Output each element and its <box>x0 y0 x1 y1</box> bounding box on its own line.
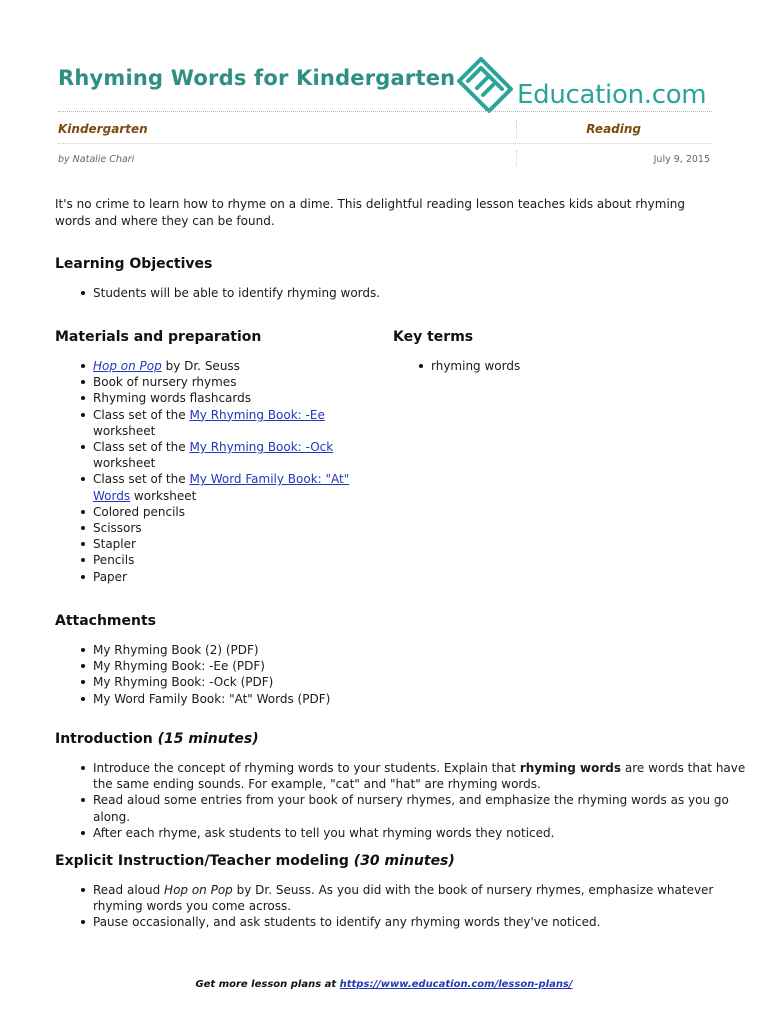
list-item: Students will be able to identify rhyming words. <box>93 286 381 300</box>
author-label: by Natalie Chari <box>58 154 135 165</box>
header-divider <box>58 111 712 112</box>
lesson-plans-link[interactable]: https://www.education.com/lesson-plans/ <box>339 979 573 990</box>
list-item: After each rhyme, ask students to tell you what rhyming words they noticed. <box>93 825 753 841</box>
list-item: Introduce the concept of rhyming words to your students. Explain that rhyming words are words that have the same ending sounds. For example, "cat" and "hat" are rhyming words. <box>93 760 753 792</box>
brand-name: Education.com <box>517 80 707 110</box>
date-label: July 9, 2015 <box>653 154 710 165</box>
meta-divider <box>516 120 517 138</box>
attachment-item[interactable]: My Word Family Book: "At" Words (PDF) <box>93 691 331 706</box>
page-title: Rhyming Words for Kindergarten <box>58 66 456 90</box>
attachments-list <box>55 642 330 707</box>
list-item: Pencils <box>93 552 393 568</box>
rhyming-book-ee-link[interactable]: My Rhyming Book: -Ee <box>189 407 325 422</box>
attachment-item[interactable]: My Rhyming Book (2) (PDF) <box>93 642 330 658</box>
key-terms-list <box>393 358 520 374</box>
explicit-instruction-list <box>55 882 753 931</box>
list-item: Book of nursery rhymes <box>93 374 393 390</box>
meta-divider-2 <box>516 150 517 166</box>
objectives-list <box>55 285 380 301</box>
attachments-heading: Attachments <box>55 613 157 629</box>
intro-paragraph: It's no crime to learn how to rhyme on a dime. This delightful reading lesson teaches kids about rhyming words and where they can be found. <box>55 197 685 228</box>
footer: Get more lesson plans at https://www.education.com/lesson-plans/ <box>195 979 573 990</box>
introduction-time: (15 minutes) <box>157 731 259 747</box>
list-item: Colored pencils <box>93 504 393 520</box>
materials-heading: Materials and preparation <box>55 329 262 345</box>
list-item: Hop on Pop by Dr. Seuss <box>93 358 393 374</box>
hop-on-pop-link[interactable]: Hop on Pop <box>93 359 162 373</box>
key-terms-heading: Key terms <box>393 329 474 345</box>
explicit-instruction-time: (30 minutes) <box>353 853 455 869</box>
grade-label: Kindergarten <box>58 122 148 136</box>
materials-list <box>55 358 393 585</box>
attachment-item[interactable]: My Rhyming Book: -Ock (PDF) <box>93 674 330 690</box>
objectives-heading: Learning Objectives <box>55 256 213 272</box>
list-item: Class set of the My Rhyming Book: -Ee worksheet <box>93 407 393 439</box>
list-item: Paper <box>93 569 393 585</box>
rhyming-book-ock-link[interactable]: My Rhyming Book: -Ock <box>189 440 334 455</box>
word-family-book-link[interactable]: My Word Family Book: "At" Words <box>93 472 350 503</box>
introduction-heading: Introduction (15 minutes) <box>55 731 259 747</box>
list-item: Scissors <box>93 520 393 536</box>
list-item: Read aloud Hop on Pop by Dr. Seuss. As you did with the book of nursery rhymes, emphasize whatever rhyming words you come across. <box>93 882 753 914</box>
list-item: Class set of the My Word Family Book: "At" Words worksheet <box>93 471 393 503</box>
subject-label: Reading <box>586 122 641 136</box>
list-item: Read aloud some entries from your book of nursery rhymes, and emphasize the rhyming words as you go along. <box>93 792 753 824</box>
list-item: Pause occasionally, and ask students to identify any rhyming words they've noticed. <box>93 914 753 930</box>
list-item: Stapler <box>93 536 393 552</box>
list-item: Rhyming words flashcards <box>93 390 393 406</box>
meta-divider-line <box>58 143 712 144</box>
explicit-instruction-heading: Explicit Instruction/Teacher modeling (30 minutes) <box>55 853 455 869</box>
introduction-list <box>55 760 753 841</box>
list-item: Class set of the My Rhyming Book: -Ock worksheet <box>93 439 393 471</box>
attachment-item[interactable]: My Rhyming Book: -Ee (PDF) <box>93 658 330 674</box>
list-item: rhyming words <box>431 359 521 373</box>
